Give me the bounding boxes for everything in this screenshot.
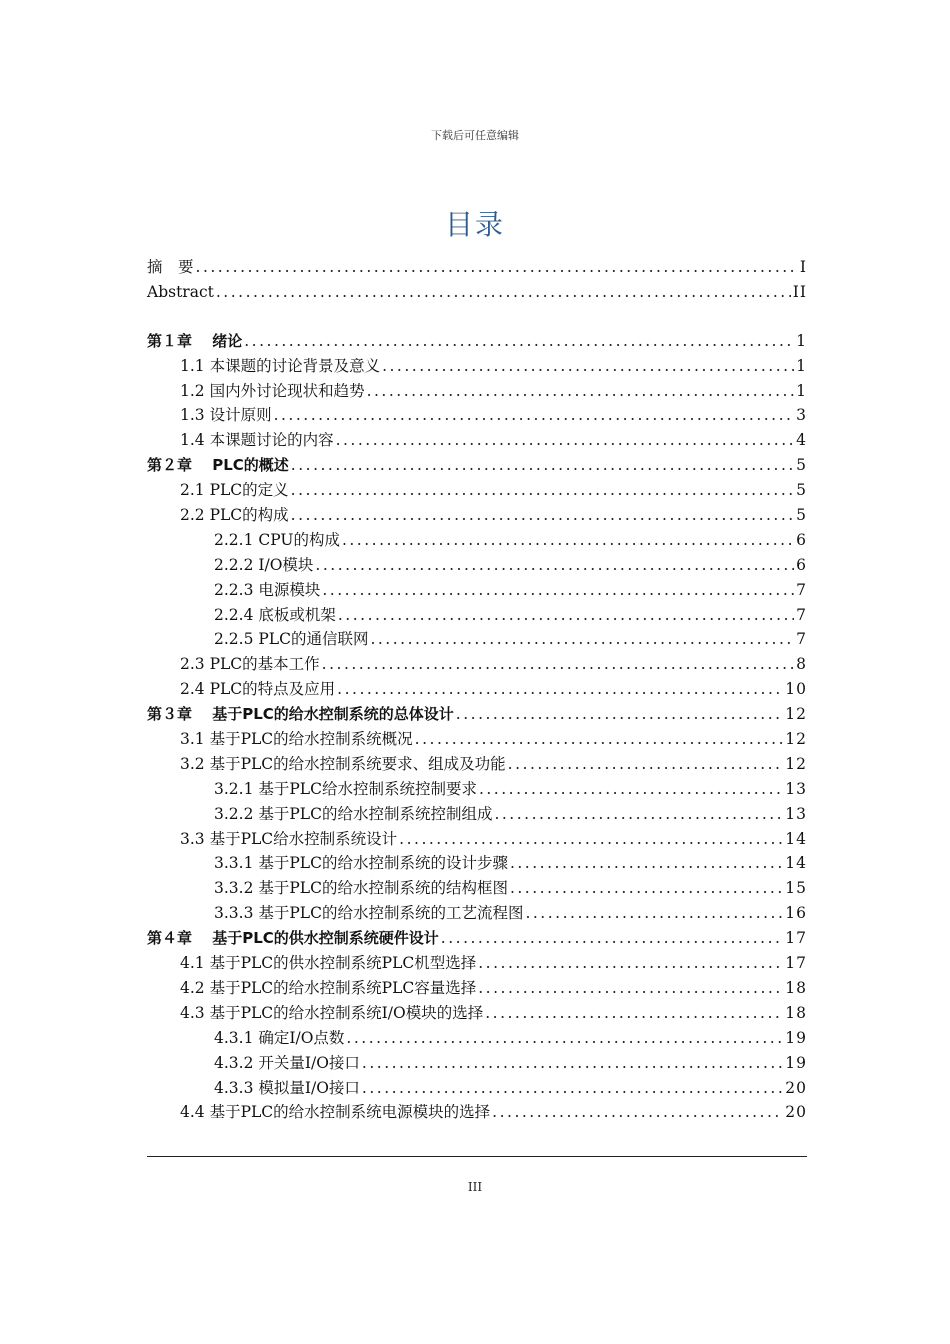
- toc-entry-label: 3.3.3 基于PLC的给水控制系统的工艺流程图: [214, 904, 524, 923]
- toc-entry-page: 20: [785, 1078, 807, 1097]
- toc-entry-label: 4.2 基于PLC的给水控制系统PLC容量选择: [180, 978, 477, 997]
- toc-dot-leader: [525, 901, 783, 926]
- footer-page-number: III: [467, 1180, 483, 1194]
- toc-entry[interactable]: [147, 677, 807, 702]
- toc-entry[interactable]: [147, 403, 807, 428]
- toc-dot-leader: [382, 354, 794, 379]
- toc-entry-page: 7: [796, 605, 807, 624]
- toc-dot-leader: [346, 1026, 783, 1051]
- toc-entry[interactable]: [147, 827, 807, 852]
- toc-title: 目录: [444, 208, 505, 241]
- toc-entry-label: 3.3.2 基于PLC的给水控制系统的结构框图: [214, 879, 508, 898]
- toc-entry[interactable]: [147, 1001, 807, 1026]
- toc-entry-page: 15: [785, 879, 807, 898]
- toc-dot-leader: [315, 553, 794, 578]
- toc-entry-page: 17: [785, 954, 807, 973]
- toc-entry-page: 14: [785, 829, 807, 848]
- toc-dot-leader: [336, 428, 795, 453]
- header-note: 下载后可任意编辑: [431, 129, 519, 142]
- toc-entry-label: 3.1 基于PLC的给水控制系统概况: [180, 730, 413, 749]
- toc-dot-leader: [494, 802, 783, 827]
- toc-entry[interactable]: [147, 1076, 807, 1101]
- toc-entry-page: 4: [796, 431, 807, 450]
- toc-entry-label: 2.2.3 电源模块: [214, 580, 321, 599]
- toc-entry-label: Abstract: [147, 282, 214, 301]
- toc-dot-leader: [322, 652, 794, 677]
- toc-entry-page: 19: [785, 1028, 807, 1047]
- toc-entry-page: 1: [796, 331, 807, 350]
- toc-entry-page: 20: [785, 1103, 807, 1122]
- toc-entry-page: 18: [785, 978, 807, 997]
- toc-entry-label: 2.2.4 底板或机架: [214, 605, 336, 624]
- toc-entry[interactable]: [147, 876, 807, 901]
- toc-entry[interactable]: [147, 354, 807, 379]
- toc-entry-page: 5: [796, 456, 807, 475]
- toc-entry-page: 12: [785, 754, 807, 773]
- toc-entry-label: 1.3 设计原则: [180, 406, 272, 425]
- toc-entry-label: 2.4 PLC的特点及应用: [180, 680, 336, 699]
- toc-dot-leader: [322, 578, 794, 603]
- toc-entry-label: 3.3.1 基于PLC的给水控制系统的设计步骤: [214, 854, 508, 873]
- toc-dot-leader: [415, 727, 784, 752]
- toc-entry[interactable]: [147, 428, 807, 453]
- toc-entry[interactable]: [147, 255, 807, 280]
- toc-entry[interactable]: [147, 752, 807, 777]
- toc-entry-label: 2.2.5 PLC的通信联网: [214, 630, 369, 649]
- toc-entry[interactable]: [147, 976, 807, 1001]
- toc-dot-leader: [456, 702, 783, 727]
- toc-entry[interactable]: [147, 727, 807, 752]
- toc-entry[interactable]: [147, 578, 807, 603]
- toc-chapter-entry[interactable]: [147, 702, 807, 727]
- toc-dot-leader: [479, 777, 783, 802]
- toc-entry[interactable]: [147, 851, 807, 876]
- toc-entry[interactable]: [147, 1051, 807, 1076]
- toc-entry[interactable]: [147, 951, 807, 976]
- toc-dot-leader: [510, 851, 783, 876]
- toc-dot-leader: [291, 478, 794, 503]
- toc-entry-page: 13: [785, 804, 807, 823]
- toc-entry-page: I: [799, 258, 807, 276]
- toc-entry-label: 2.2.2 I/O模块: [214, 555, 314, 574]
- toc-entry-page: 16: [785, 904, 807, 923]
- toc-entry[interactable]: [147, 901, 807, 926]
- toc-entry-label: 3.2 基于PLC的给水控制系统要求、组成及功能: [180, 754, 506, 773]
- toc-entry-page: 18: [785, 1003, 807, 1022]
- toc-dot-leader: [478, 951, 783, 976]
- toc-entry-label: 2.1 PLC的定义: [180, 481, 289, 500]
- toc-dot-leader: [370, 627, 794, 652]
- toc-entry-page: 1: [796, 381, 807, 400]
- toc-entry[interactable]: [147, 478, 807, 503]
- toc-entry[interactable]: [147, 1026, 807, 1051]
- toc-entry-page: 7: [796, 580, 807, 599]
- toc-entry[interactable]: [147, 503, 807, 528]
- toc-entry-label: 2.2.1 CPU的构成: [214, 530, 340, 549]
- toc-dot-leader: [342, 528, 794, 553]
- toc-entry-label: 第４章 基于PLC的供水控制系统硬件设计: [147, 929, 439, 948]
- toc-entry[interactable]: [147, 1100, 807, 1125]
- footer-divider: [147, 1156, 807, 1157]
- toc-dot-leader: [216, 280, 791, 305]
- toc-entry[interactable]: [147, 553, 807, 578]
- toc-entry-page: 5: [796, 481, 807, 500]
- toc-entry[interactable]: [147, 652, 807, 677]
- toc-entry-label: 4.3.3 模拟量I/O接口: [214, 1078, 360, 1097]
- toc-dot-leader: [196, 255, 798, 280]
- toc-entry-page: 12: [785, 730, 807, 749]
- toc-entry[interactable]: [147, 777, 807, 802]
- toc-dot-leader: [478, 976, 783, 1001]
- toc-entry-page: 19: [785, 1053, 807, 1072]
- toc-entry-label: 4.3 基于PLC的给水控制系统I/O模块的选择: [180, 1003, 484, 1022]
- toc-entry-page: 6: [796, 530, 807, 549]
- toc-entry-label: 4.3.1 确定I/O点数: [214, 1028, 345, 1047]
- toc-entry[interactable]: [147, 528, 807, 553]
- toc-entry[interactable]: [147, 802, 807, 827]
- toc-entry-page: II: [792, 282, 807, 301]
- toc-entry-page: 10: [785, 680, 807, 699]
- toc-entry[interactable]: [147, 603, 807, 628]
- table-of-contents: [147, 255, 807, 1125]
- toc-dot-leader: [291, 503, 794, 528]
- toc-entry-label: 1.1 本课题的讨论背景及意义: [180, 356, 381, 375]
- toc-dot-leader: [508, 752, 784, 777]
- toc-entry-page: 1: [796, 356, 807, 375]
- toc-dot-leader: [274, 403, 795, 428]
- toc-chapter-entry[interactable]: [147, 453, 807, 478]
- toc-dot-leader: [244, 329, 794, 354]
- toc-entry-page: 6: [796, 555, 807, 574]
- toc-entry[interactable]: [147, 280, 807, 305]
- toc-dot-leader: [441, 926, 783, 951]
- toc-entry-label: 1.4 本课题讨论的内容: [180, 431, 334, 450]
- toc-entry-page: 17: [785, 929, 807, 948]
- toc-entry-label: 3.2.2 基于PLC的给水控制系统控制组成: [214, 804, 493, 823]
- toc-entry-label: 1.2 国内外讨论现状和趋势: [180, 381, 365, 400]
- toc-dot-leader: [338, 603, 794, 628]
- toc-dot-leader: [362, 1076, 783, 1101]
- toc-chapter-entry[interactable]: [147, 926, 807, 951]
- toc-entry-label: 4.3.2 开关量I/O接口: [214, 1053, 360, 1072]
- toc-entry-page: 12: [785, 705, 807, 724]
- toc-dot-leader: [485, 1001, 783, 1026]
- toc-entry-label: 4.1 基于PLC的供水控制系统PLC机型选择: [180, 954, 477, 973]
- toc-entry-page: 5: [796, 506, 807, 525]
- toc-entry-page: 3: [796, 406, 807, 425]
- toc-entry-page: 7: [796, 630, 807, 649]
- toc-entry-label: 第２章 PLC的概述: [147, 456, 289, 475]
- toc-entry-label: 3.2.1 基于PLC给水控制系统控制要求: [214, 779, 477, 798]
- toc-entry-label: 2.2 PLC的构成: [180, 506, 289, 525]
- toc-entry[interactable]: [147, 627, 807, 652]
- toc-dot-leader: [510, 876, 783, 901]
- toc-dot-leader: [337, 677, 783, 702]
- toc-entry-label: 摘 要: [147, 258, 194, 276]
- toc-dot-leader: [492, 1100, 783, 1125]
- toc-dot-leader: [362, 1051, 783, 1076]
- toc-entry-label: 2.3 PLC的基本工作: [180, 655, 320, 674]
- toc-dot-leader: [291, 453, 794, 478]
- toc-entry-page: 8: [796, 655, 807, 674]
- toc-entry-page: 14: [785, 854, 807, 873]
- toc-entry-label: 4.4 基于PLC的给水控制系统电源模块的选择: [180, 1103, 491, 1122]
- toc-entry-label: 第１章 绪论: [147, 331, 243, 350]
- toc-chapter-entry[interactable]: [147, 329, 807, 354]
- toc-entry[interactable]: [147, 379, 807, 404]
- toc-entry-label: 3.3 基于PLC给水控制系统设计: [180, 829, 398, 848]
- toc-dot-leader: [399, 827, 783, 852]
- toc-entry-page: 13: [785, 779, 807, 798]
- toc-entry-label: 第３章 基于PLC的给水控制系统的总体设计: [147, 705, 454, 724]
- toc-dot-leader: [367, 379, 795, 404]
